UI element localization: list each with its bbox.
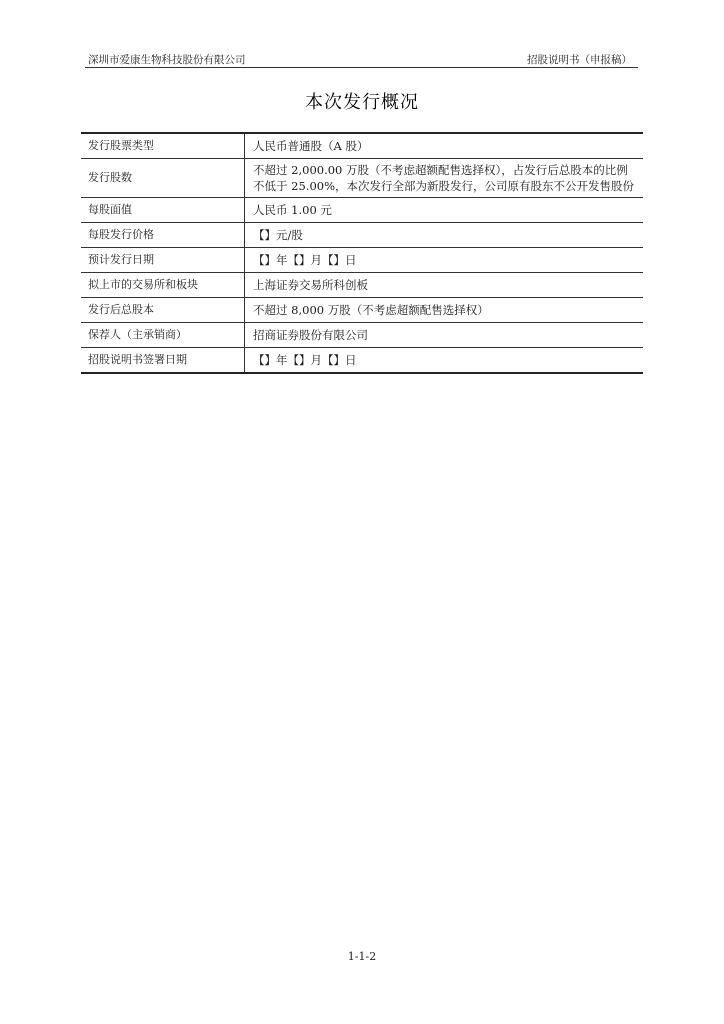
header-company-name: 深圳市爱康生物科技股份有限公司 bbox=[88, 54, 246, 66]
table-row bbox=[81, 159, 643, 198]
row-label: 发行股票类型 bbox=[81, 133, 245, 159]
row-value: 上海证券交易所科创板 bbox=[245, 273, 644, 298]
row-value: 【】年【】月【】日 bbox=[245, 348, 644, 374]
row-label: 预计发行日期 bbox=[81, 248, 245, 273]
row-label: 发行股数 bbox=[81, 159, 245, 198]
row-value: 【】年【】月【】日 bbox=[245, 248, 644, 273]
page-title: 本次发行概况 bbox=[305, 92, 419, 113]
row-label: 每股面值 bbox=[81, 198, 245, 223]
header-document-name: 招股说明书（申报稿） bbox=[527, 54, 632, 66]
row-value: 人民币 1.00 元 bbox=[245, 198, 644, 223]
row-value: 【】元/股 bbox=[245, 223, 644, 248]
table-row bbox=[81, 273, 643, 298]
table-row bbox=[81, 348, 643, 374]
offering-summary-table bbox=[81, 132, 643, 374]
row-label: 保荐人（主承销商） bbox=[81, 323, 245, 348]
page-number: 1-1-2 bbox=[347, 950, 377, 963]
page-header bbox=[85, 51, 638, 68]
row-value: 不超过 2,000.00 万股（不考虑超额配售选择权），占发行后总股本的比例不低于 25.00%，本次发行全部为新股发行，公司原有股东不公开发售股份 bbox=[245, 159, 644, 198]
table-row bbox=[81, 298, 643, 323]
table-row bbox=[81, 223, 643, 248]
table-row bbox=[81, 133, 643, 159]
table-row bbox=[81, 323, 643, 348]
row-value: 不超过 8,000 万股（不考虑超额配售选择权） bbox=[245, 298, 644, 323]
row-label: 每股发行价格 bbox=[81, 223, 245, 248]
row-label: 拟上市的交易所和板块 bbox=[81, 273, 245, 298]
row-label: 招股说明书签署日期 bbox=[81, 348, 245, 374]
table-row bbox=[81, 248, 643, 273]
row-value: 人民币普通股（A 股） bbox=[253, 139, 369, 153]
row-value: 招商证券股份有限公司 bbox=[245, 323, 644, 348]
table-row bbox=[81, 198, 643, 223]
row-label: 发行后总股本 bbox=[81, 298, 245, 323]
